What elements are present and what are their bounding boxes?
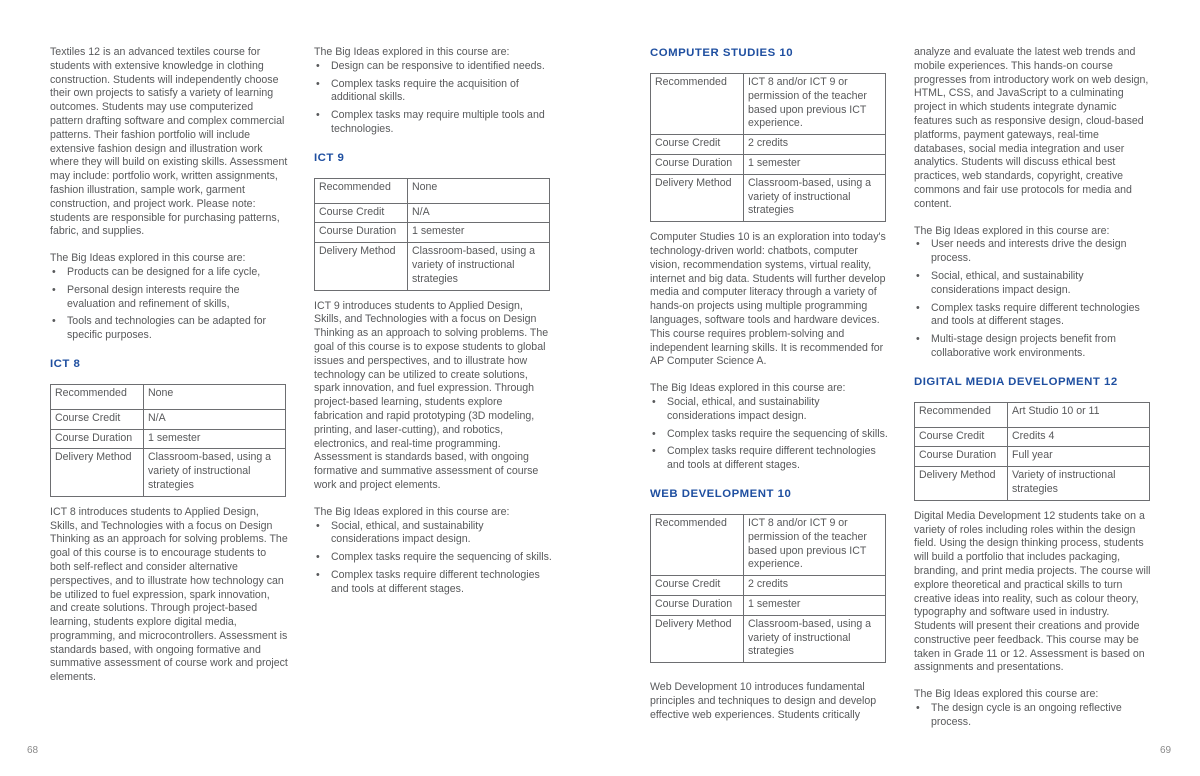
table-label: Delivery Method (651, 174, 744, 221)
list-item: • Complex tasks may require multiple tools and technologies. (314, 109, 552, 137)
column-4 (914, 46, 1152, 734)
computer-studies-10-description: Computer Studies 10 is an exploration into today's technology-driven world: chatbots, computer vision, recommendation systems, virtual reality, internet and big data. Students will further develop media and computer literacy through a variety of hands-on projects using multiple programming languages, software tools and hardware devices. This course requires problem-solving and independent learning skills. It is recommended for AP Computer Science A. (650, 231, 886, 368)
table-value: Classroom-based, using a variety of instructional strategies (744, 174, 886, 221)
textiles-12-description: Textiles 12 is an advanced textiles course for students with extensive knowledge in clothing construction. Students will independently choose their own projects to satisfy a variety of learning outcomes. Students may use computerized pattern drafting software and complex commercial patterns. Their fashion portfolio will include extensive fashion design and illustration work where they will build on existing skills. Assessment may include: portfolio work, written assignments, fashion illustration, sample work, garment construction, and project work. Please note: students are responsible for purchasing patterns, fabric, and supplies. (50, 46, 288, 238)
big-ideas-intro: The Big Ideas explored in this course are: (314, 505, 510, 518)
table-row (315, 243, 550, 290)
big-ideas-list (914, 238, 1152, 360)
table-label: Recommended (915, 402, 1008, 427)
page-number-left: 68 (27, 745, 39, 756)
ict-9-description: ICT 9 introduces students to Applied Design, Skills, and Technologies with a focus on Design Thinking as an approach to solving problems. The goal of this course is to expose students to global issues and perspectives, and to illustrate how technology can be utilized to create solutions, spark innovation, and fuel expression. Through project-based learning, students explore fabrication and rapid prototyping (3D modeling, printing, and laser-cutting), and robotics, electronics, and real-time programming. Assessment is standards based, with ongoing formative and summative assessment of course work and project elements. (314, 299, 549, 491)
ict-8-heading: ICT 8 (50, 357, 81, 370)
big-ideas-intro: The Big Ideas explored in this course are: (650, 382, 846, 395)
table-row (51, 449, 286, 496)
table-row (915, 447, 1150, 467)
table-label: Delivery Method (51, 449, 144, 496)
table-row (315, 223, 550, 243)
table-row (651, 595, 886, 615)
table-row (651, 154, 886, 174)
table-label: Course Credit (51, 409, 144, 429)
big-ideas-list (914, 702, 1152, 730)
table-label: Course Credit (315, 203, 408, 223)
big-ideas-intro: The Big Ideas explored in this course are: (314, 46, 510, 58)
table-value: Full year (1008, 447, 1150, 467)
table-label: Course Duration (51, 429, 144, 449)
table-row (651, 514, 886, 575)
table-value: N/A (144, 409, 286, 429)
table-value: Art Studio 10 or 11 (1008, 402, 1150, 427)
list-item: • Complex tasks require different technologies and tools at different stages. (314, 569, 552, 597)
list-item: • User needs and interests drive the design process. (914, 238, 1152, 266)
table-value: ICT 8 and/or ICT 9 or permission of the teacher based upon previous ICT experience. (744, 74, 886, 135)
table-value: 1 semester (744, 595, 886, 615)
column-2 (314, 46, 552, 601)
table-value: None (144, 384, 286, 409)
list-item: • Multi-stage design projects benefit from collaborative work environments. (914, 333, 1152, 361)
table-label: Delivery Method (315, 243, 408, 290)
table-row (51, 409, 286, 429)
table-row (651, 615, 886, 662)
list-item: • Personal design interests require the evaluation and refinement of skills, (50, 284, 288, 312)
ict-9-heading: ICT 9 (314, 151, 345, 164)
list-item: • Complex tasks require the acquisition of additional skills. (314, 78, 552, 106)
table-value: ICT 8 and/or ICT 9 or permission of the teacher based upon previous ICT experience. (744, 514, 886, 575)
big-ideas-list (314, 520, 552, 597)
table-value: Classroom-based, using a variety of instructional strategies (744, 615, 886, 662)
list-item: • Social, ethical, and sustainability considerations impact design. (650, 396, 888, 424)
web-development-10-heading: WEB DEVELOPMENT 10 (650, 487, 792, 500)
list-item: • Products can be designed for a life cycle, (50, 266, 288, 280)
list-item: • Design can be responsive to identified needs. (314, 60, 552, 74)
ict-8-info-table (50, 384, 286, 497)
table-label: Course Credit (915, 427, 1008, 447)
web-development-10-info-table (650, 514, 886, 663)
table-row (315, 203, 550, 223)
table-value: 2 credits (744, 135, 886, 155)
web-development-10-description-continued: analyze and evaluate the latest web trends and mobile experiences. This hands-on course progresses from introductory work on web design, HTML, CSS, and JavaScript to a culminating project in which students integrate dynamic features such as responsive design, cloud-based platforms, payment gateways, real-time databases, social media integration and user analytics. Students will discuss ethical best practices, web standards, copyright, creative commons and fair use protocols for media and content. (914, 46, 1149, 210)
column-1 (50, 46, 288, 685)
table-label: Course Duration (315, 223, 408, 243)
computer-studies-10-heading: COMPUTER STUDIES 10 (650, 47, 794, 59)
table-value: Classroom-based, using a variety of instructional strategies (408, 243, 550, 290)
table-row (651, 576, 886, 596)
table-row (651, 135, 886, 155)
list-item: • Complex tasks require different technologies and tools at different stages. (914, 302, 1152, 330)
table-value: 1 semester (144, 429, 286, 449)
big-ideas-intro: The Big Ideas explored in this course are: (914, 224, 1110, 237)
table-value: 1 semester (744, 154, 886, 174)
table-row (651, 174, 886, 221)
table-label: Recommended (51, 384, 144, 409)
big-ideas-list (314, 60, 552, 137)
digital-media-development-12-description: Digital Media Development 12 students take on a variety of roles including roles within the design field. Using the design thinking process, students will build a portfolio that includes packaging, branding, and print media projects. The course will explore theoretical and practical skills to turn creative ideas into reality, such as colour theory, typography and software used in industry. Students will present their creations and provide constructive peer feedback. This course may be taken in Grade 11 or 12. Assessment is based on assignments and presentations. (914, 509, 1151, 674)
page-number-right: 69 (1160, 745, 1172, 756)
table-value: 1 semester (408, 223, 550, 243)
big-ideas-list (50, 266, 288, 343)
big-ideas-list (650, 396, 888, 473)
list-item: • Complex tasks require the sequencing of skills. (314, 551, 552, 565)
table-value: None (408, 178, 550, 203)
big-ideas-intro: The Big Ideas explored in this course are: (50, 252, 246, 265)
table-label: Course Duration (651, 595, 744, 615)
ict-8-description: ICT 8 introduces students to Applied Design, Skills, and Technologies with a focus on Design Thinking as an approach for solving problems. The goal of this course is to encourage students to both self-reflect and consider alternative perspectives, and to illustrate how technology can be utilized to fuel expression, spark innovation, and create solutions. Through project-based learning, students explore digital media, programming, and microcontrollers. Assessment is standards based, with ongoing formative and summative assessment of course work and project elements. (50, 505, 288, 684)
table-label: Course Credit (651, 135, 744, 155)
digital-media-development-12-heading: DIGITAL MEDIA DEVELOPMENT 12 (914, 375, 1118, 388)
table-label: Recommended (651, 514, 744, 575)
table-label: Recommended (315, 178, 408, 203)
table-row (51, 384, 286, 409)
column-3 (650, 46, 888, 722)
list-item: • Social, ethical, and sustainability considerations impact design. (314, 520, 552, 548)
table-label: Delivery Method (915, 467, 1008, 501)
table-row (51, 429, 286, 449)
table-row (315, 178, 550, 203)
list-item: • The design cycle is an ongoing reflective process. (914, 702, 1152, 730)
computer-studies-10-info-table (650, 73, 886, 222)
table-row (915, 402, 1150, 427)
table-value: Variety of instructional strategies (1008, 467, 1150, 501)
table-value: 2 credits (744, 576, 886, 596)
table-label: Delivery Method (651, 615, 744, 662)
table-label: Course Duration (651, 154, 744, 174)
list-item: • Complex tasks require different technologies and tools at different stages. (650, 445, 888, 473)
table-value: N/A (408, 203, 550, 223)
table-row (651, 74, 886, 135)
digital-media-development-12-info-table (914, 402, 1150, 501)
table-label: Recommended (651, 74, 744, 135)
table-row (915, 427, 1150, 447)
table-value: Credits 4 (1008, 427, 1150, 447)
ict-9-info-table (314, 178, 550, 291)
table-value: Classroom-based, using a variety of instructional strategies (144, 449, 286, 496)
web-development-10-description: Web Development 10 introduces fundamental principles and techniques to design and develop effective web experiences. Students critically (650, 681, 877, 721)
big-ideas-intro: The Big Ideas explored this course are: (914, 688, 1099, 701)
table-label: Course Credit (651, 576, 744, 596)
list-item: • Social, ethical, and sustainability considerations impact design. (914, 270, 1152, 298)
list-item: • Complex tasks require the sequencing of skills. (650, 428, 888, 442)
list-item: • Tools and technologies can be adapted for specific purposes. (50, 315, 288, 343)
table-label: Course Duration (915, 447, 1008, 467)
table-row (915, 467, 1150, 501)
